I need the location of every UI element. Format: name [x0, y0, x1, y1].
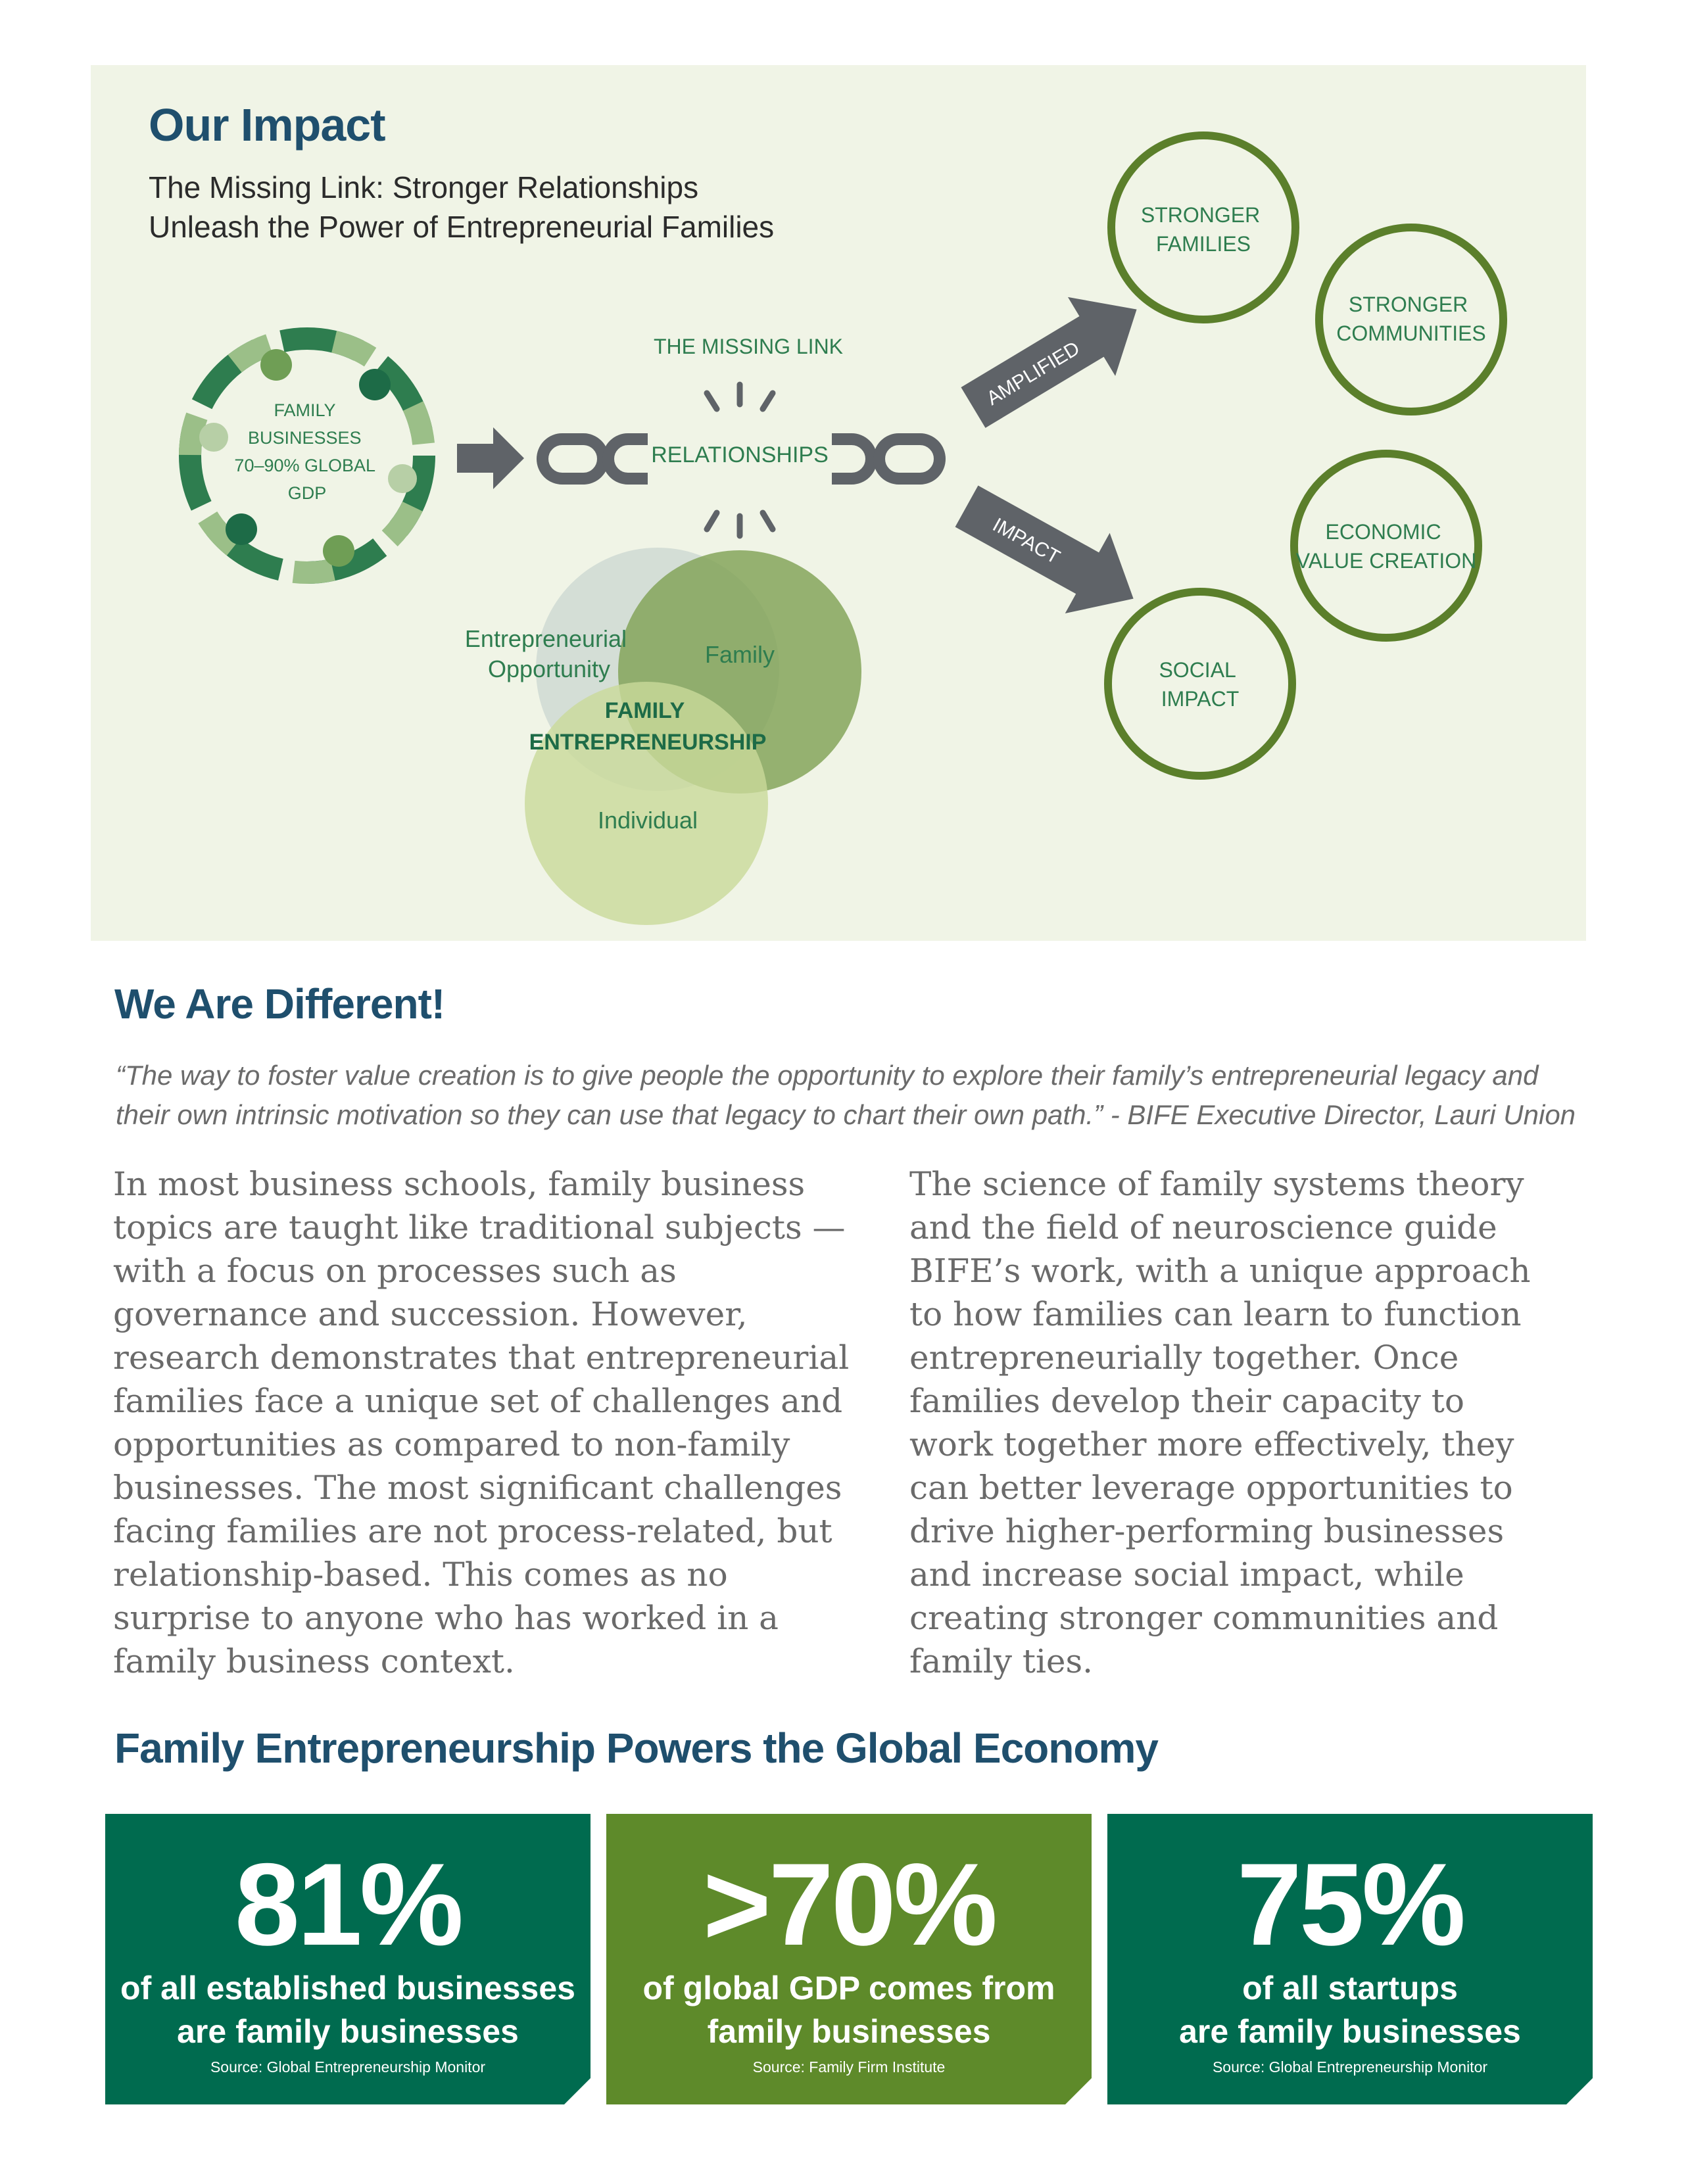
venn-opportunity-label: Entrepreneurial Opportunity: [464, 625, 627, 682]
venn-diagram: [465, 548, 861, 925]
right-column-line: entrepreneurially together. Once: [909, 1339, 1459, 1377]
right-column-line: and the field of neuroscience guide: [909, 1208, 1497, 1246]
person-icon: [226, 513, 257, 545]
different-heading: We Are Different!: [114, 980, 445, 1028]
amplified-arrow-icon: [950, 270, 1161, 447]
left-column-line: families face a unique set of challenges and: [113, 1382, 843, 1420]
venn-center-label: FAMILY ENTREPRENEURSHIP: [529, 698, 767, 755]
right-column-line: and increase social impact, while: [909, 1555, 1464, 1594]
right-column-line: families develop their capacity to: [909, 1382, 1464, 1420]
impact-subtitle-line2: Unleash the Power of Entrepreneurial Families: [149, 210, 775, 244]
stat-value: 81%: [234, 1839, 462, 1970]
left-column-line: governance and succession. However,: [113, 1295, 748, 1333]
left-column-line: In most business schools, family business: [113, 1165, 806, 1203]
stat-card-startups: [1107, 1814, 1593, 2104]
left-column-line: family business context.: [113, 1642, 515, 1680]
stat-description-line1: of all established businesses: [120, 1970, 575, 2006]
stat-source: Source: Global Entrepreneurship Monitor: [1212, 2058, 1488, 2076]
outcome-text-stronger-communities: STRONGER COMMUNITIES: [1336, 293, 1486, 345]
right-column-line: drive higher-performing businesses: [909, 1512, 1505, 1550]
right-column-line: creating stronger communities and: [909, 1599, 1499, 1637]
outcome-circle-economic-value: [1294, 454, 1478, 638]
person-icon: [323, 535, 354, 567]
relationships-label: RELATIONSHIPS: [651, 442, 829, 467]
left-column-line: surprise to anyone who has worked in a: [113, 1599, 779, 1637]
left-column-line: topics are taught like traditional subjects —: [113, 1208, 846, 1246]
impact-label: IMPACT: [989, 513, 1064, 569]
person-icon: [199, 423, 228, 452]
left-column: [113, 1162, 856, 1683]
left-column-line: research demonstrates that entrepreneurial: [113, 1339, 850, 1377]
left-column-line: with a focus on processes such as: [113, 1252, 677, 1290]
right-column-line: The science of family systems theory: [909, 1165, 1524, 1203]
outcome-text-social-impact: SOCIAL IMPACT: [1159, 658, 1240, 711]
chain-right-icon: [832, 439, 940, 479]
family-circle-text: FAMILY BUSINESSES 70–90% GLOBAL GDP: [234, 400, 375, 503]
left-column-line: opportunities as compared to non-family: [113, 1425, 790, 1463]
card-corner: [564, 2078, 591, 2104]
arrow-to-link-icon: [457, 427, 524, 489]
stat-card-established: [105, 1814, 591, 2104]
outcome-circle-social-impact: [1108, 592, 1292, 776]
impact-arrow-icon: [944, 466, 1156, 639]
impact-diagram: [0, 0, 1688, 947]
stat-source: Source: Family Firm Institute: [752, 2058, 946, 2076]
stat-description-line1: of global GDP comes from: [642, 1970, 1055, 2006]
stat-value: 75%: [1236, 1839, 1464, 1970]
stat-description-line2: are family businesses: [1179, 2013, 1521, 2050]
outcome-circle-stronger-families: [1111, 135, 1295, 320]
left-column-line: businesses. The most significant challenges: [113, 1469, 842, 1507]
venn-family-label: Family: [705, 641, 775, 668]
impact-title: Our Impact: [149, 99, 385, 151]
outcome-text-stronger-families: STRONGER FAMILIES: [1140, 203, 1261, 256]
person-icon: [260, 349, 292, 381]
right-column-line: to how families can learn to function: [909, 1295, 1522, 1333]
left-column-line: facing families are not process-related, but: [113, 1512, 832, 1550]
missing-link-label: THE MISSING LINK: [653, 335, 844, 358]
economy-heading: Family Entrepreneurship Powers the Global Economy: [114, 1724, 1158, 1772]
right-column-line: work together more effectively, they: [909, 1425, 1514, 1463]
chain-left-icon: [543, 439, 648, 479]
impact-subtitle-line1: The Missing Link: Stronger Relationships: [149, 170, 699, 204]
right-column-line: family ties.: [909, 1642, 1094, 1680]
stat-description-line2: family businesses: [707, 2013, 991, 2050]
outcome-text-economic-value: ECONOMIC VALUE CREATION: [1295, 520, 1477, 573]
amplified-label: AMPLIFIED: [982, 337, 1084, 410]
card-corner: [1065, 2078, 1092, 2104]
card-corner: [1566, 2078, 1593, 2104]
stat-description-line1: of all startups: [1242, 1970, 1458, 2006]
right-column: [909, 1162, 1652, 1683]
stat-value: >70%: [702, 1839, 996, 1970]
stat-card-gdp: [606, 1814, 1092, 2104]
outcome-circle-stronger-communities: [1319, 227, 1503, 412]
quote-line2: their own intrinsic motivation so they can use that legacy to chart their own path.” - BIFE Executive Director, Lauri Union: [116, 1099, 1576, 1130]
right-column-line: BIFE’s work, with a unique approach: [909, 1252, 1531, 1290]
right-column-line: can better leverage opportunities to: [909, 1469, 1513, 1507]
stat-source: Source: Global Entrepreneurship Monitor: [210, 2058, 486, 2076]
person-icon: [359, 369, 391, 400]
family-businesses-circle: [190, 339, 424, 573]
person-icon: [388, 464, 417, 493]
quote-line1: “The way to foster value creation is to give people the opportunity to explore their family’s entrepreneurial legacy and: [116, 1060, 1539, 1091]
venn-individual-label: Individual: [597, 807, 698, 834]
stat-description-line2: are family businesses: [177, 2013, 519, 2050]
left-column-line: relationship-based. This comes as no: [113, 1555, 728, 1594]
